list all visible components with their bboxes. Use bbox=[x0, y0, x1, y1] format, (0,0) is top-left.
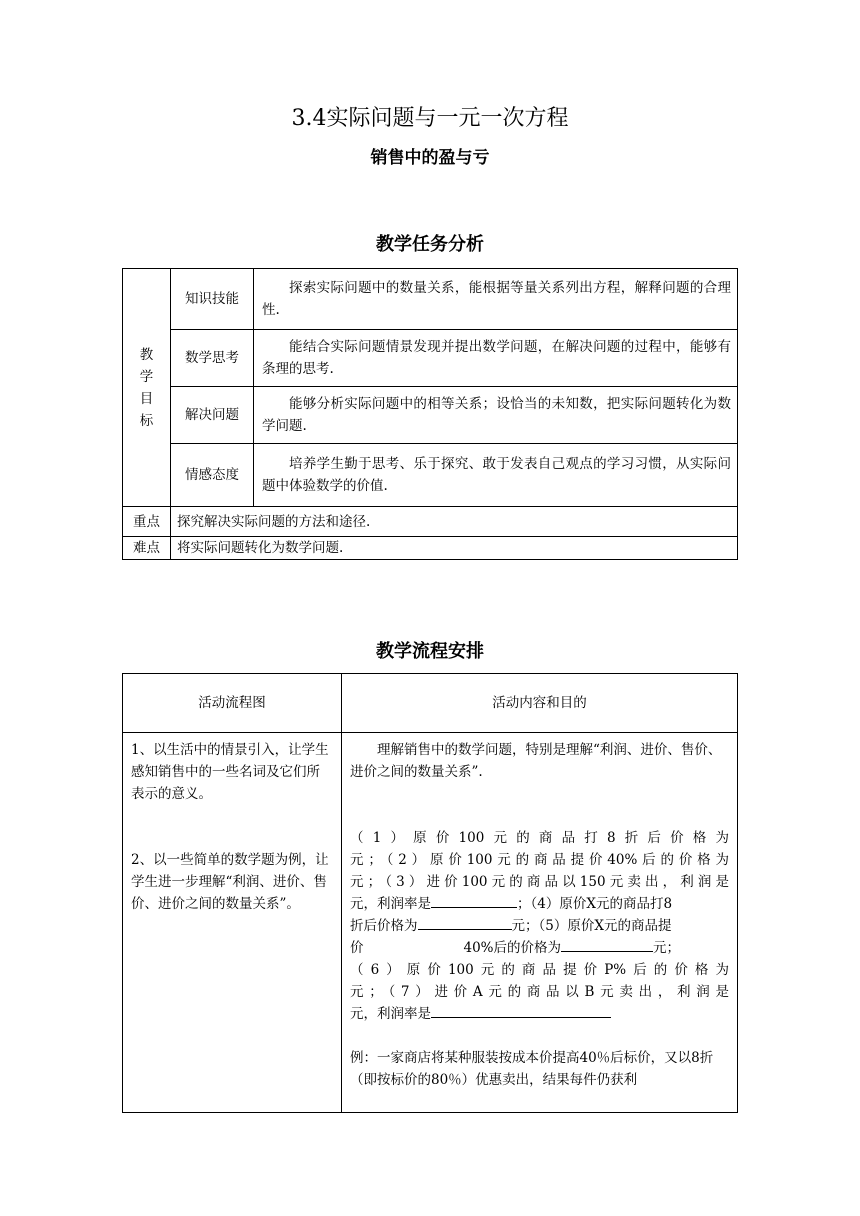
question-line bbox=[350, 893, 729, 915]
flow-cell bbox=[123, 733, 342, 1113]
difficulty-label: 难点 bbox=[123, 537, 171, 560]
category-cell bbox=[123, 269, 171, 507]
question-text: ；（4）原价X元的商品打8 bbox=[517, 896, 673, 912]
question-line: 元；（2）原价100元的商品提价40%后的价格为 bbox=[350, 852, 729, 868]
question-line bbox=[350, 1003, 729, 1025]
section-heading-teaching-flow: 教学流程安排 bbox=[376, 641, 484, 662]
row-text: 能够分析实际问题中的相等关系；设恰当的未知数，把实际问题转化为数学问题. bbox=[254, 387, 738, 444]
col-header-content: 活动内容和目的 bbox=[342, 674, 738, 733]
table-row bbox=[123, 387, 738, 444]
question-line bbox=[350, 915, 729, 937]
table-header-row bbox=[123, 674, 738, 733]
question-line: （1）原价100元的商品打8折后价格为 bbox=[350, 830, 729, 846]
col-header-flow: 活动流程图 bbox=[123, 674, 342, 733]
row-label: 知识技能 bbox=[171, 269, 254, 330]
flow-item-1: 1、以生活中的情景引入，让学生感知销售中的一些名词及它们所表示的意义。 bbox=[131, 742, 329, 802]
question-text: 元，利润率是 bbox=[350, 896, 431, 912]
task-analysis-table bbox=[122, 268, 738, 560]
row-label: 数学思考 bbox=[171, 330, 254, 387]
table-row bbox=[123, 330, 738, 387]
question-text: 40%后的价格为 bbox=[463, 940, 562, 956]
content-intro: 理解销售中的数学问题，特别是理解“利润、进价、售价、进价之间的数量关系”. bbox=[350, 742, 722, 780]
question-text: 价 bbox=[350, 940, 364, 956]
key-point-label: 重点 bbox=[123, 507, 171, 537]
row-text: 能结合实际问题情景发现并提出数学问题，在解决问题的过程中，能够有条理的思考. bbox=[254, 330, 738, 387]
teaching-flow-table bbox=[122, 673, 738, 1113]
key-point-text: 探究解决实际问题的方法和途径. bbox=[171, 507, 738, 537]
row-label: 情感态度 bbox=[171, 444, 254, 507]
table-row-key-point bbox=[123, 507, 738, 537]
example-text: 例：一家商店将某种服装按成本价提高40％后标价，又以8折（即按标价的80％）优惠卖出，结果每件仍获利 bbox=[350, 1050, 714, 1088]
section-heading-task-analysis: 教学任务分析 bbox=[376, 234, 484, 255]
table-row-difficulty bbox=[123, 537, 738, 560]
category-label: 教学目标 bbox=[139, 346, 154, 429]
answer-blank bbox=[418, 915, 512, 930]
flow-item-2: 2、以一些简单的数学题为例，让学生进一步理解“利润、进价、售价、进价之间的数量关系”。 bbox=[131, 852, 329, 912]
table-row bbox=[123, 269, 738, 330]
table-row bbox=[123, 733, 738, 1113]
question-line bbox=[350, 937, 729, 959]
question-line: 元；（3）进价100元的商品以150元卖出，利润是 bbox=[350, 874, 729, 890]
page-subtitle: 销售中的盈与亏 bbox=[370, 148, 490, 168]
question-line: 元；（7）进价A元的商品以B元卖出，利润是 bbox=[350, 984, 729, 1000]
question-text: 元； bbox=[653, 940, 681, 956]
answer-blank bbox=[431, 893, 517, 908]
table-row bbox=[123, 444, 738, 507]
page-title: 3.4实际问题与一元一次方程 bbox=[291, 106, 569, 131]
answer-blank bbox=[431, 1003, 611, 1018]
question-line: （6）原价100元的商品提价P%后的价格为 bbox=[350, 962, 729, 978]
row-text: 探索实际问题中的数量关系，能根据等量关系列出方程，解释问题的合理性. bbox=[254, 269, 738, 330]
row-label: 解决问题 bbox=[171, 387, 254, 444]
content-cell bbox=[342, 733, 738, 1113]
difficulty-text: 将实际问题转化为数学问题. bbox=[171, 537, 738, 560]
question-text: 元；（5）原价X元的商品提 bbox=[511, 918, 672, 934]
question-text: 元，利润率是 bbox=[350, 1006, 431, 1022]
answer-blank bbox=[561, 937, 653, 952]
row-text: 培养学生勤于思考、乐于探究、敢于发表自己观点的学习习惯，从实际问题中体验数学的价值. bbox=[254, 444, 738, 507]
question-text: 折后价格为 bbox=[350, 918, 418, 934]
